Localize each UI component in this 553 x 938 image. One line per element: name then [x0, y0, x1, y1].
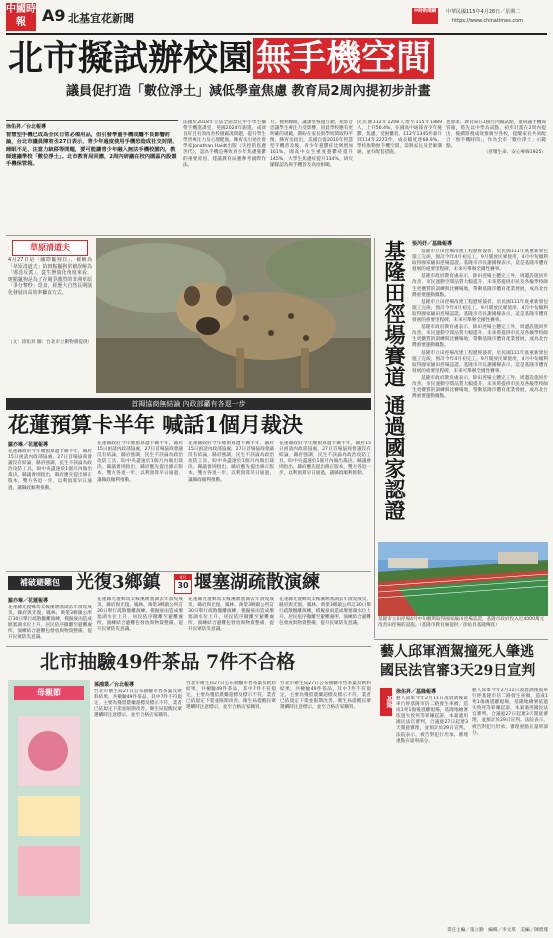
headline-part2: 無手機空間 — [253, 38, 434, 79]
dui-region-badge: 基隆 — [380, 688, 392, 716]
lede-text: 智慧型手機已成為全民日常必備用品，但引發學童手機成癮不良影響討論，台北市議員陳宥丞27日表示，青少年過度使用手機恐造成社交封閉、睡眠不足、注意力缺移等問題，要可能讓青少年融入無法手機校園內，教師建議學校「數位淨土」。北市教育局回應，2周內研議在校內園區內設置手機保管箱。 — [6, 132, 178, 168]
evacuation-col1: 花蓮縣光復鄉馬太鞍溪堰塞湖去年潰堤成災，縣府與光復、鳳林、萬榮3鄉鎮公所訂30日舉行疏散撤離演練，模擬豪雨造成堰塞湖水位上升，居民依序撤離至避難處所，演練結合避難包發放與物資整備，提升民眾防災意識。 — [8, 605, 92, 641]
story-col4-credit: （慈懷生命、安心專線1925） — [483, 150, 546, 156]
evacuation-badge: 補破避難包 — [8, 576, 72, 590]
section-title: 北基宜花新聞 — [68, 12, 134, 25]
keelung-paragraph-3: 基隆市立田徑場改建工程歷經波折，於民國111年底重新發包施工完竣，預計今年4月初完工，9月開放民眾使用，4月中旬順利取得國家級田徑場認證。基隆市市長謝國樑表示，這是基隆市體育發展的重要里程碑，未來可舉辦全國性賽事。 — [412, 299, 548, 324]
keelung-paragraph-5: 基隆市立田徑場改建工程歷經波折，於民國111年底重新發包施工完竣，預計今年4月初完工，9月開放民眾使用，4月中旬順利取得國家級田徑場認證。基隆市市長謝國樑表示，這是基隆市體育發展的重要里程碑，未來可舉辦全國性賽事。 — [412, 350, 548, 374]
evacuation-col4: 花蓮縣光復鄉馬太鞍溪堰塞湖去年潰堤成災，縣府與光復、鳳林、萬榮3鄉鎮公所訂30日舉行疏散撤離演練，模擬豪雨造成堰塞湖水位上升，居民依序撤離至避難處所，演練結合避難包發放與物資整備，提升民眾防災意識。 — [279, 597, 371, 627]
tea-byline: 孫鴻業／台北報導 — [94, 682, 135, 688]
website-url: https://www.chinatimes.com — [452, 18, 524, 24]
hualien-strip: 首揭協商無結論 內政部籲有各退一步 — [6, 398, 371, 410]
dui-title-2: 國民法官審3天29日宣判 — [380, 663, 536, 679]
hualien-title: 花蓮預算卡半年 喊話1個月裁決 — [8, 412, 303, 437]
issue-date: 中華民國115年4月28日／星期二 — [446, 9, 521, 15]
hualien-col4: 花蓮縣政府今年總預算遭卡關半年，縣府15日函請內政部協處，27日首場協商會議沒有結論，縣府強調，民生不該淪為政治攻防工具，盼中央盡速於1個月內做出裁決。縣議會則指出，縣府應先提出修正版本，雙方各退一步，以利預算早日通過，讓縣政順利推動。 — [279, 441, 371, 477]
keelung-vertical-title: 基隆田徑場賽道 通過國家認證 — [382, 240, 407, 521]
footer-credits: 責任主編／張立勤 編輯／李文琪 美編／陳碧瑾 — [446, 928, 548, 933]
keelung-paragraph-2: 基隆市政府教育處表示，除田徑場主體完工外，周邊設施同步改善，市民運動空間品質大幅提升，未來將提供市民及各級學校師生更優質的訓練與比賽場地，帶動基隆市體育產業發展，成為北台灣重要運動據點。 — [412, 274, 548, 298]
animal-credit: （文：徐佑昇 圖：台北市立動物園提供） — [8, 340, 93, 345]
story-col2: 方、便利睡眠，讓課堂恢復互動，短影音恐讓學生專注力受影響，因此學校應有更明確的規範，期盼在家長與學校間取得平衡。陳宥丞指出，美國自從2010年智慧型手機普及後，青少年憂鬱症比例增加161%，國高中女生重度憂鬱症提升145%，大學生焦慮症提升134%，研究團隊認為與手機普及高度相關。 — [270, 120, 353, 168]
evacuation-title-2: 堰塞湖疏散演練 — [194, 572, 320, 593]
hualien-byline: 羅亦琳／花蓮報導 — [8, 442, 49, 448]
keelung-paragraph-1: 基隆市立田徑場改建工程歷經波折，於民國111年底重新發包施工完竣，預計今年4月初完工，9月開放民眾使用，4月中旬順利取得國家級田徑場認證。基隆市市長謝國樑表示，這是基隆市體育發展的重要里程碑，未來可舉辦全國性賽事。 — [412, 249, 548, 273]
evacuation-title-1: 光復3鄉鎮 — [76, 572, 161, 593]
story-col4-text: 也會求，教育局在1個月內擬試點，並研議手機保管箱，將先以中學為試點，初步計畫在2周內提出，後續將視成效推廣至各校，提醒家長共同配合「無手機時間」，作為全市「數位淨土」示範點。 — [446, 120, 546, 150]
hualien-col2: 花蓮縣政府今年總預算遭卡關半年，縣府15日函請內政部協處，27日首場協商會議沒有結論，縣府強調，民生不該淪為政治攻防工具，盼中央盡速於1個月內做出裁決。縣議會則指出，縣府應先提出修正版本，雙方各退一步，以利預算早日通過，讓縣政順利推動。 — [97, 441, 183, 483]
keelung-byline: 張芮妤／基隆報導 — [412, 241, 453, 247]
calendar-month: 4月 — [175, 575, 191, 580]
animal-badge: 草原清道夫 — [12, 240, 88, 256]
evacuation-byline: 羅亦琳／花蓮報導 — [8, 598, 49, 604]
keelung-paragraph-4: 基隆市政府教育處表示，除田徑場主體完工外，周邊設施同步改善，市民運動空間品質大幅提升，未來將提供市民及各級學校師生更優質的訓練與比賽場地，帶動基隆市體育產業發展，成為北台灣重要運動據點。 — [412, 325, 548, 349]
dui-col2: 藝人邱軍今年2月11日凌晨酒後駕車行經基隆市信二路發生車禍，造成1死1傷後逃離現場，基隆地檢署依過失致死等罪嫌起訴，本案適用國民法官審判，合議庭27日起連3天開庭審理，並預計於29日宣判。法院表示，被告對犯行坦承，審理重點在量刑部分。 — [472, 688, 548, 736]
main-headline — [8, 38, 548, 80]
evacuation-col3: 花蓮縣光復鄉馬太鞍溪堰塞湖去年潰堤成災，縣府與光復、鳳林、萬榮3鄉鎮公所訂30日舉行疏散撤離演練，模擬豪雨造成堰塞湖水位上升，居民依序撤離至避難處所，演練結合避難包發放與物資整備，提升民眾防災意識。 — [188, 597, 274, 633]
brand-logo: 中時新聞網 — [412, 8, 438, 24]
tea-col3: 台北市衛生局27日公布抽驗市售茶葉及飲料結果，共檢驗49件茶品，其中7件不符規定，主要為殘留農藥超標及標示不符，業者已依規定下架並限期改善。衛生局提醒民眾選購時注意標示，並至合格店家購買。 — [280, 681, 371, 711]
calendar-icon — [174, 574, 192, 594]
page-number: A9 — [42, 6, 66, 25]
keelung-paragraph-6: 基隆市政府教育處表示，除田徑場主體完工外，周邊設施同步改善，市民運動空間品質大幅提升，未來將提供市民及各級學校師生更優質的訓練與比賽場地，帶動基隆市體育產業發展，成為北台灣重要運動據點。 — [412, 375, 548, 400]
tea-promo-label: 母親節 — [14, 686, 84, 700]
hualien-col3: 花蓮縣政府今年總預算遭卡關半年，縣府15日函請內政部協處，27日首場協商會議沒有結論，縣府強調，民生不該淪為政治攻防工具，盼中央盡速於1個月內做出裁決。縣議會則指出，縣府應先提出修正版本，雙方各退一步，以利預算早日通過，讓縣政順利推動。 — [188, 441, 274, 483]
lede-box — [6, 120, 178, 233]
story-col4 — [446, 120, 546, 232]
tea-promo-ad — [8, 680, 90, 924]
hualien-col1: 花蓮縣政府今年總預算遭卡關半年，縣府15日函請內政部協處，27日首場協商會議沒有結論，縣府強調，民生不該淪為政治攻防工具，盼中央盡速於1個月內做出裁決。縣議會則指出，縣府應先提出修正版本，雙方各退一步，以利預算早日通過，讓縣政順利推動。 — [8, 449, 92, 491]
masthead-logo: 中國時報 — [6, 3, 36, 31]
keelung-text — [412, 249, 548, 539]
headline-part1: 北市擬試辦校園 — [8, 38, 254, 79]
headline-deck: 議員促打造「數位淨土」減低學童焦慮 教育局2周內提初步計畫 — [66, 84, 431, 99]
track-caption: 基隆市立田徑場4月中旬順利取得國家級田徑場認證，基隆市政府投入近4000萬元改善田徑場的設施。（基隆市教育處提供／徐佑昇基隆傳真） — [378, 617, 545, 628]
dui-col1: 藝人邱軍今年2月11日凌晨酒後駕車行經基隆市信二路發生車禍，造成1死1傷後逃離現場，基隆地檢署依過失致死等罪嫌起訴，本案適用國民法官審判，合議庭27日起連3天開庭審理，並預計於29日宣判。法院表示，被告對犯行坦承，審理重點在量刑部分。 — [396, 696, 468, 744]
hyena-photo — [96, 238, 371, 393]
tea-title: 北市抽驗49件茶品 7件不合格 — [40, 651, 296, 673]
story-col3: 民民國112年1208人增至115年1889人，上升56.4%，在國高中通報青少年憂鬱、焦慮、受困擾者，112年1345件暴升到114年2272件，成長幅度達68.9%。學校推動無手機空間，需與家長及老師溝通，並有配套措施。 — [357, 120, 442, 156]
animal-text: 4月27日是「國際鬣狗日」，被稱為「草原清道夫」的斑點鬣狗常被誤解為「邪惡反派」，從生態演化角度來看，斑點鬣狗是為了在競爭激烈的非洲草原「爭分奪秒」覓食，經歷大自然長期演化發展出高效率攝食方式。 — [8, 257, 92, 296]
tea-col2: 台北市衛生局27日公布抽驗市售茶葉及飲料結果，共檢驗49件茶品，其中7件不符規定，主要為殘留農藥超標及標示不符，業者已依規定下架並限期改善。衛生局提醒民眾選購時注意標示，並至合格店家購買。 — [186, 681, 276, 711]
dui-title-1: 藝人邱軍酒駕撞死人肇逃 — [380, 644, 534, 660]
dui-byline: 徐佑昇／基隆報導 — [396, 689, 437, 695]
lede-byline: 徐佑昇／台北報導 — [6, 124, 47, 130]
track-photo — [378, 542, 548, 616]
tea-col1: 台北市衛生局27日公布抽驗市售茶葉及飲料結果，共檢驗49件茶品，其中7件不符規定，主要為殘留農藥超標及標示不符，業者已依規定下架並限期改善。衛生局提醒民眾選購時注意標示，並至合格店家購買。 — [94, 689, 182, 719]
calendar-day: 30 — [177, 581, 189, 590]
story-col1: 法國於2018年立法全面禁止中小學生攜帶手機進課堂，英國2024年跟進，成效良好且有效改善校園霸凌問題，提升學生學習專注力及心理健康。陳宥丞引述社會學家Jonathan Haidt出版《失控的焦慮世代》，認為手機是導致青少年焦慮憂鬱的重要原因，建議教育局應參考國際作法。 — [183, 120, 266, 168]
evacuation-col2: 花蓮縣光復鄉馬太鞍溪堰塞湖去年潰堤成災，縣府與光復、鳳林、萬榮3鄉鎮公所訂30日舉行疏散撤離演練，模擬豪雨造成堰塞湖水位上升，居民依序撤離至避難處所，演練結合避難包發放與物資整備，提升民眾防災意識。 — [97, 597, 183, 633]
